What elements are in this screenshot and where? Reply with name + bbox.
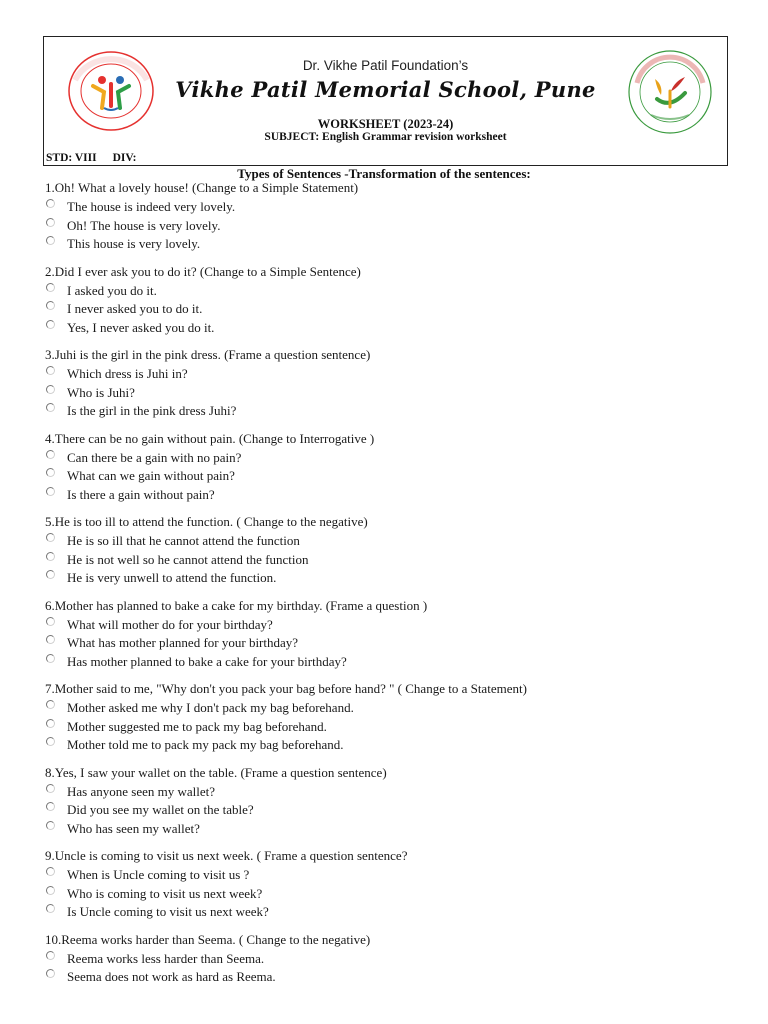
radio-button-icon[interactable] bbox=[46, 301, 55, 310]
question-5 bbox=[45, 514, 735, 587]
school-logo-icon bbox=[627, 49, 713, 135]
option-label: Who has seen my wallet? bbox=[67, 820, 200, 836]
std-label: STD: VIII bbox=[46, 152, 97, 164]
radio-button-icon[interactable] bbox=[46, 700, 55, 709]
question-stem: 6.Mother has planned to bake a cake for my birthday. (Frame a question ) bbox=[45, 597, 428, 613]
answer-option[interactable] bbox=[45, 819, 735, 838]
answer-option[interactable] bbox=[45, 281, 735, 300]
radio-button-icon[interactable] bbox=[46, 320, 55, 329]
radio-button-icon[interactable] bbox=[46, 867, 55, 876]
radio-button-icon[interactable] bbox=[46, 654, 55, 663]
answer-option[interactable] bbox=[45, 800, 735, 819]
answer-option[interactable] bbox=[45, 466, 735, 485]
option-label: Reema works less harder than Seema. bbox=[67, 950, 265, 966]
answer-option[interactable] bbox=[45, 448, 735, 467]
question-4 bbox=[45, 431, 735, 504]
option-label: I asked you do it. bbox=[67, 282, 157, 298]
option-label: Has mother planned to bake a cake for your birthday? bbox=[67, 653, 347, 669]
radio-button-icon[interactable] bbox=[46, 951, 55, 960]
question-9 bbox=[45, 848, 735, 921]
question-10 bbox=[45, 932, 735, 986]
radio-button-icon[interactable] bbox=[46, 886, 55, 895]
option-label: He is not well so he cannot attend the function bbox=[67, 551, 309, 567]
radio-button-icon[interactable] bbox=[46, 533, 55, 542]
radio-button-icon[interactable] bbox=[46, 821, 55, 830]
question-1 bbox=[45, 180, 735, 253]
radio-button-icon[interactable] bbox=[46, 737, 55, 746]
answer-option[interactable] bbox=[45, 383, 735, 402]
option-label: Did you see my wallet on the table? bbox=[67, 802, 254, 817]
radio-button-icon[interactable] bbox=[46, 904, 55, 913]
radio-button-icon[interactable] bbox=[46, 366, 55, 375]
answer-option[interactable] bbox=[45, 967, 735, 986]
option-label: Seema does not work as hard as Reema. bbox=[67, 969, 276, 984]
radio-button-icon[interactable] bbox=[46, 385, 55, 394]
question-6 bbox=[45, 598, 735, 671]
answer-option[interactable] bbox=[45, 299, 735, 318]
option-label: He is very unwell to attend the function. bbox=[67, 570, 277, 585]
option-label: What will mother do for your birthday? bbox=[67, 616, 273, 632]
div-label: DIV: bbox=[112, 152, 137, 164]
radio-button-icon[interactable] bbox=[46, 552, 55, 561]
question-list bbox=[45, 180, 735, 997]
option-label: Yes, I never asked you do it. bbox=[67, 319, 215, 335]
option-label: Mother told me to pack my pack my bag beforehand. bbox=[67, 737, 344, 752]
question-stem: 7.Mother said to me, "Why don't you pack your bag before hand? " ( Change to a Statement) bbox=[45, 681, 527, 696]
answer-option[interactable] bbox=[45, 318, 735, 337]
answer-option[interactable] bbox=[45, 485, 735, 504]
option-label: Who is Juhi? bbox=[67, 384, 135, 400]
radio-button-icon[interactable] bbox=[46, 487, 55, 496]
option-label: Which dress is Juhi in? bbox=[67, 366, 188, 381]
question-stem: 2.Did I ever ask you to do it? (Change to a Simple Sentence) bbox=[45, 263, 361, 279]
radio-button-icon[interactable] bbox=[46, 199, 55, 208]
option-label: Can there be a gain with no pain? bbox=[67, 449, 242, 465]
option-label: This house is very lovely. bbox=[67, 236, 201, 251]
answer-option[interactable] bbox=[45, 197, 735, 216]
radio-button-icon[interactable] bbox=[46, 468, 55, 477]
question-8 bbox=[45, 765, 735, 838]
answer-option[interactable] bbox=[45, 884, 735, 903]
section-title: Types of Sentences -Transformation of the sentences: bbox=[237, 166, 531, 181]
radio-button-icon[interactable] bbox=[46, 218, 55, 227]
worksheet-title: WORKSHEET (2023-24) bbox=[317, 117, 454, 131]
option-label: The house is indeed very lovely. bbox=[67, 199, 236, 214]
answer-option[interactable] bbox=[45, 717, 735, 736]
answer-option[interactable] bbox=[45, 633, 735, 652]
radio-button-icon[interactable] bbox=[46, 403, 55, 412]
option-label: Oh! The house is very lovely. bbox=[67, 217, 221, 233]
question-7 bbox=[45, 681, 735, 754]
option-label: I never asked you to do it. bbox=[67, 301, 203, 316]
question-stem: 10.Reema works harder than Seema. ( Change to the negative) bbox=[45, 931, 371, 947]
option-label: He is so ill that he cannot attend the function bbox=[67, 533, 300, 548]
option-label: Is there a gain without pain? bbox=[67, 486, 215, 502]
option-label: Is the girl in the pink dress Juhi? bbox=[67, 403, 237, 418]
radio-button-icon[interactable] bbox=[46, 570, 55, 579]
option-label: When is Uncle coming to visit us ? bbox=[67, 867, 250, 882]
question-stem: 8.Yes, I saw your wallet on the table. (Frame a question sentence) bbox=[45, 764, 387, 780]
answer-option[interactable] bbox=[45, 531, 735, 550]
radio-button-icon[interactable] bbox=[46, 802, 55, 811]
foundation-name: Dr. Vikhe Patil Foundation’s bbox=[302, 58, 469, 73]
option-label: Mother asked me why I don't pack my bag beforehand. bbox=[67, 700, 354, 715]
answer-option[interactable] bbox=[45, 364, 735, 383]
answer-option[interactable] bbox=[45, 902, 735, 921]
option-label: Has anyone seen my wallet? bbox=[67, 783, 216, 799]
answer-option[interactable] bbox=[45, 698, 735, 717]
answer-option[interactable] bbox=[45, 216, 735, 235]
school-name: Vikhe Patil Memorial School, Pune bbox=[175, 77, 596, 102]
answer-option[interactable] bbox=[45, 949, 735, 968]
std-div-line bbox=[46, 152, 136, 164]
answer-option[interactable] bbox=[45, 865, 735, 884]
option-label: Who is coming to visit us next week? bbox=[67, 885, 263, 901]
worksheet-subject: SUBJECT: English Grammar revision worksheet bbox=[264, 131, 507, 143]
answer-option[interactable] bbox=[45, 234, 735, 253]
answer-option[interactable] bbox=[45, 615, 735, 634]
option-label: Mother suggested me to pack my bag beforehand. bbox=[67, 718, 327, 734]
radio-button-icon[interactable] bbox=[46, 236, 55, 245]
question-stem: 4.There can be no gain without pain. (Change to Interrogative ) bbox=[45, 430, 375, 446]
option-label: What can we gain without pain? bbox=[67, 468, 235, 483]
answer-option[interactable] bbox=[45, 550, 735, 569]
question-2 bbox=[45, 264, 735, 337]
radio-button-icon[interactable] bbox=[46, 784, 55, 793]
radio-button-icon[interactable] bbox=[46, 450, 55, 459]
radio-button-icon[interactable] bbox=[46, 283, 55, 292]
answer-option[interactable] bbox=[45, 568, 735, 587]
worksheet-header bbox=[43, 36, 728, 166]
answer-option[interactable] bbox=[45, 735, 735, 754]
radio-button-icon[interactable] bbox=[46, 719, 55, 728]
answer-option[interactable] bbox=[45, 782, 735, 801]
answer-option[interactable] bbox=[45, 652, 735, 671]
radio-button-icon[interactable] bbox=[46, 969, 55, 978]
question-stem: 1.Oh! What a lovely house! (Change to a Simple Statement) bbox=[45, 180, 359, 195]
radio-button-icon[interactable] bbox=[46, 635, 55, 644]
question-stem: 3.Juhi is the girl in the pink dress. (Frame a question sentence) bbox=[45, 347, 371, 362]
question-3 bbox=[45, 347, 735, 420]
answer-option[interactable] bbox=[45, 401, 735, 420]
question-stem: 9.Uncle is coming to visit us next week. ( Frame a question sentence? bbox=[45, 848, 408, 863]
radio-button-icon[interactable] bbox=[46, 617, 55, 626]
option-label: Is Uncle coming to visit us next week? bbox=[67, 904, 269, 919]
option-label: What has mother planned for your birthday? bbox=[67, 635, 299, 650]
question-stem: 5.He is too ill to attend the function. ( Change to the negative) bbox=[45, 514, 368, 529]
